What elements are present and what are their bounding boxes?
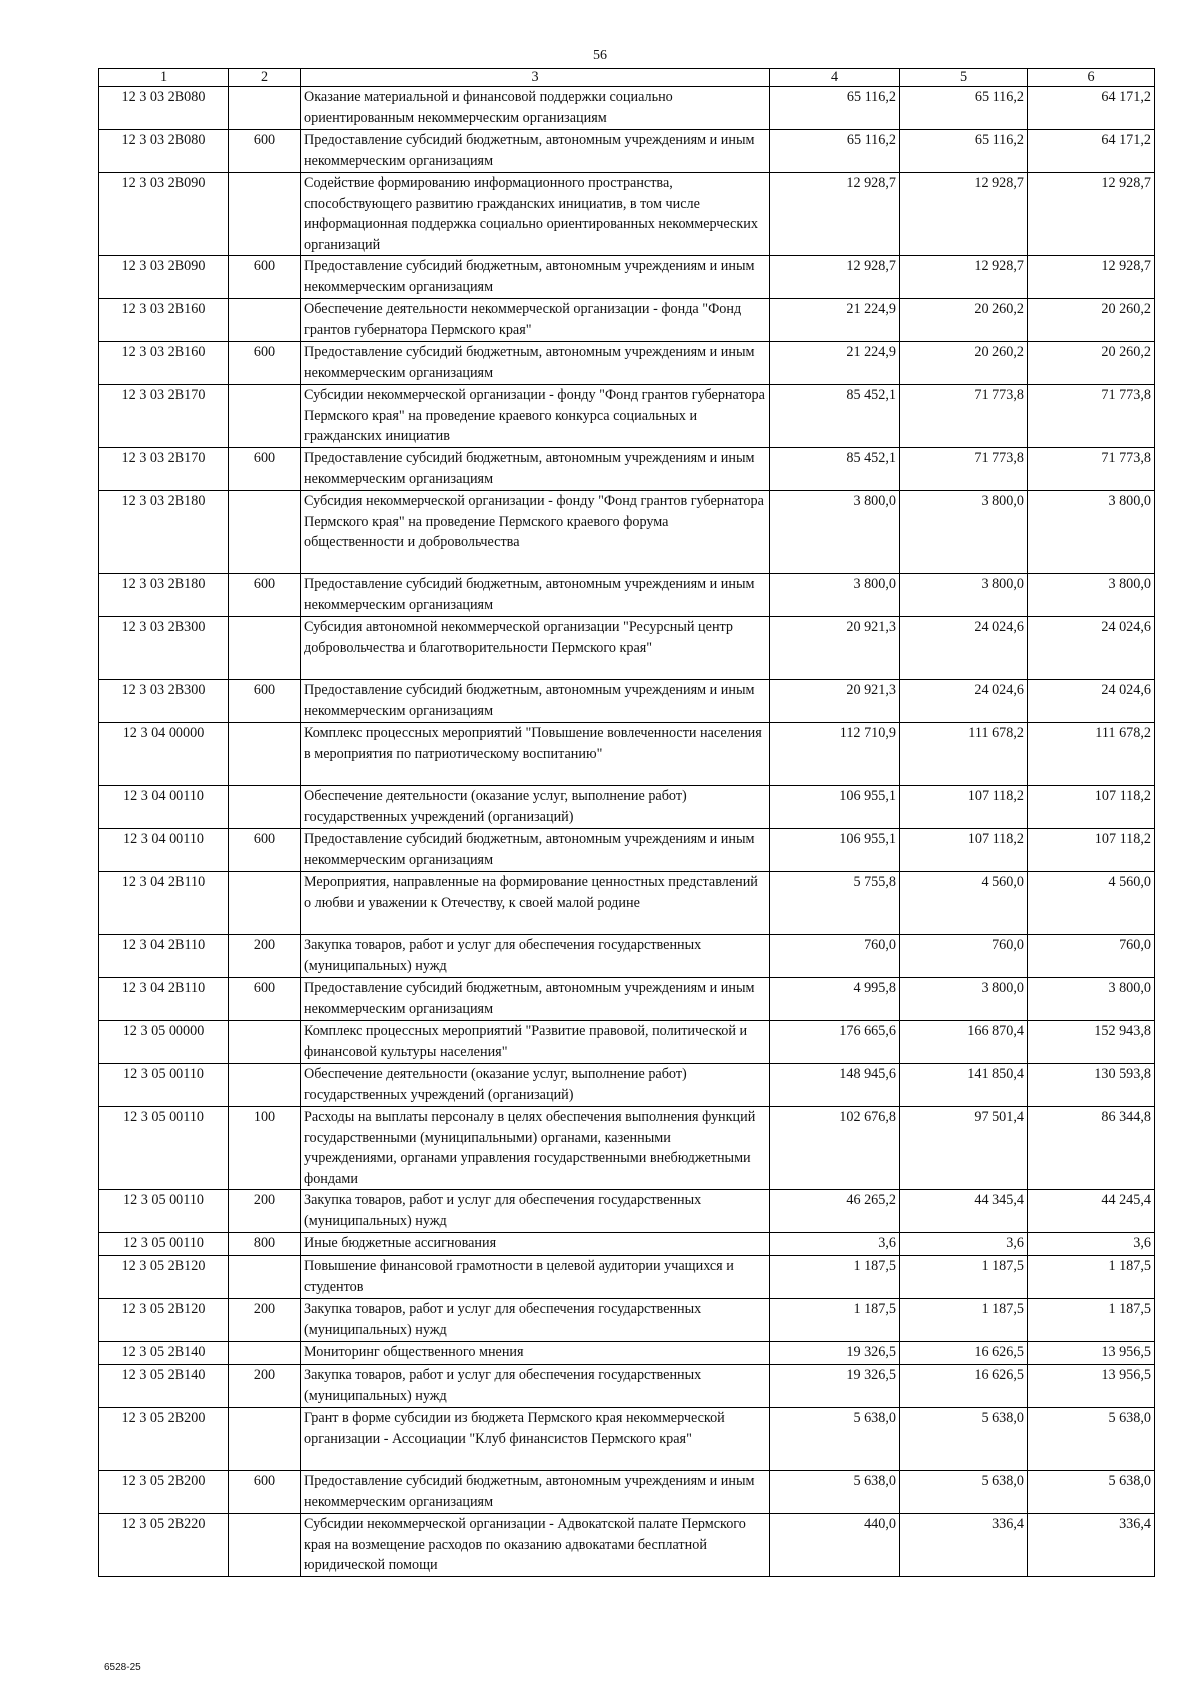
row-description: Предоставление субсидий бюджетным, автономным учреждениям и иным некоммерческим организациям	[301, 448, 770, 491]
row-value-col5: 1 187,5	[900, 1299, 1028, 1342]
row-expense-type	[229, 299, 301, 342]
row-value-col5: 5 638,0	[900, 1408, 1028, 1471]
row-value-col6: 152 943,8	[1028, 1021, 1155, 1064]
row-value-col5: 107 118,2	[900, 829, 1028, 872]
row-code: 12 3 05 2B120	[99, 1299, 229, 1342]
row-description: Предоставление субсидий бюджетным, автономным учреждениям и иным некоммерческим организациям	[301, 1471, 770, 1514]
row-value-col6: 64 171,2	[1028, 130, 1155, 173]
row-code: 12 3 05 00110	[99, 1190, 229, 1233]
row-value-col4: 106 955,1	[770, 786, 900, 829]
row-expense-type	[229, 1064, 301, 1107]
row-expense-type	[229, 1342, 301, 1365]
row-value-col5: 44 345,4	[900, 1190, 1028, 1233]
row-value-col5: 3,6	[900, 1233, 1028, 1256]
row-value-col4: 102 676,8	[770, 1107, 900, 1190]
row-description: Комплекс процессных мероприятий "Развитие правовой, политической и финансовой культуры населения"	[301, 1021, 770, 1064]
row-description: Обеспечение деятельности (оказание услуг, выполнение работ) государственных учреждений (организаций)	[301, 786, 770, 829]
row-expense-type	[229, 1408, 301, 1471]
row-value-col6: 20 260,2	[1028, 342, 1155, 385]
table-body	[99, 87, 1155, 1577]
row-value-col4: 176 665,6	[770, 1021, 900, 1064]
row-value-col6: 3 800,0	[1028, 978, 1155, 1021]
row-value-col6: 12 928,7	[1028, 173, 1155, 256]
row-value-col5: 336,4	[900, 1514, 1028, 1577]
row-expense-type	[229, 786, 301, 829]
column-header-6: 6	[1028, 69, 1155, 87]
row-value-col5: 12 928,7	[900, 256, 1028, 299]
row-value-col4: 19 326,5	[770, 1365, 900, 1408]
row-value-col6: 24 024,6	[1028, 617, 1155, 680]
row-expense-type: 600	[229, 130, 301, 173]
row-code: 12 3 03 2B090	[99, 256, 229, 299]
row-value-col5: 141 850,4	[900, 1064, 1028, 1107]
row-value-col6: 3,6	[1028, 1233, 1155, 1256]
row-value-col4: 3,6	[770, 1233, 900, 1256]
row-description: Грант в форме субсидии из бюджета Пермского края некоммерческой организации - Ассоциации "Клуб финансистов Пермского края"	[301, 1408, 770, 1471]
row-value-col4: 46 265,2	[770, 1190, 900, 1233]
row-expense-type	[229, 491, 301, 574]
row-expense-type: 200	[229, 1299, 301, 1342]
row-code: 12 3 05 2B140	[99, 1342, 229, 1365]
table-row	[99, 1107, 1155, 1190]
row-code: 12 3 05 00110	[99, 1064, 229, 1107]
row-value-col4: 85 452,1	[770, 448, 900, 491]
row-value-col5: 20 260,2	[900, 299, 1028, 342]
row-value-col5: 107 118,2	[900, 786, 1028, 829]
row-code: 12 3 04 2B110	[99, 935, 229, 978]
row-description: Иные бюджетные ассигнования	[301, 1233, 770, 1256]
column-header-4: 4	[770, 69, 900, 87]
row-description: Мониторинг общественного мнения	[301, 1342, 770, 1365]
row-value-col4: 20 921,3	[770, 617, 900, 680]
row-value-col6: 13 956,5	[1028, 1342, 1155, 1365]
row-value-col6: 86 344,8	[1028, 1107, 1155, 1190]
row-code: 12 3 03 2B300	[99, 680, 229, 723]
row-value-col6: 130 593,8	[1028, 1064, 1155, 1107]
row-code: 12 3 04 2B110	[99, 978, 229, 1021]
row-code: 12 3 04 00000	[99, 723, 229, 786]
row-description: Предоставление субсидий бюджетным, автономным учреждениям и иным некоммерческим организациям	[301, 256, 770, 299]
row-expense-type: 600	[229, 256, 301, 299]
row-code: 12 3 05 00110	[99, 1233, 229, 1256]
row-code: 12 3 03 2B160	[99, 342, 229, 385]
row-value-col4: 5 638,0	[770, 1471, 900, 1514]
row-expense-type: 800	[229, 1233, 301, 1256]
row-description: Закупка товаров, работ и услуг для обеспечения государственных (муниципальных) нужд	[301, 1365, 770, 1408]
row-code: 12 3 03 2B080	[99, 130, 229, 173]
row-value-col4: 20 921,3	[770, 680, 900, 723]
row-value-col4: 85 452,1	[770, 385, 900, 448]
table-row	[99, 1514, 1155, 1577]
row-value-col6: 111 678,2	[1028, 723, 1155, 786]
row-value-col6: 20 260,2	[1028, 299, 1155, 342]
row-value-col6: 71 773,8	[1028, 448, 1155, 491]
row-value-col4: 19 326,5	[770, 1342, 900, 1365]
row-code: 12 3 03 2B170	[99, 385, 229, 448]
row-expense-type	[229, 617, 301, 680]
row-description: Обеспечение деятельности некоммерческой организации - фонда "Фонд грантов губернатора Пермского края"	[301, 299, 770, 342]
table-row	[99, 1256, 1155, 1299]
row-code: 12 3 05 00110	[99, 1107, 229, 1190]
row-value-col4: 3 800,0	[770, 491, 900, 574]
row-description: Мероприятия, направленные на формирование ценностных представлений о любви и уважении к Отечеству, к своей малой родине	[301, 872, 770, 935]
row-expense-type: 600	[229, 829, 301, 872]
row-value-col4: 760,0	[770, 935, 900, 978]
row-value-col4: 106 955,1	[770, 829, 900, 872]
row-value-col6: 24 024,6	[1028, 680, 1155, 723]
row-value-col5: 12 928,7	[900, 173, 1028, 256]
row-description: Предоставление субсидий бюджетным, автономным учреждениям и иным некоммерческим организациям	[301, 342, 770, 385]
row-expense-type	[229, 723, 301, 786]
table-row	[99, 1471, 1155, 1514]
footer-document-code: 6528-25	[104, 1662, 141, 1673]
column-header-2: 2	[229, 69, 301, 87]
table-row	[99, 1233, 1155, 1256]
row-value-col4: 1 187,5	[770, 1256, 900, 1299]
row-description: Предоставление субсидий бюджетным, автономным учреждениям и иным некоммерческим организациям	[301, 130, 770, 173]
table-row	[99, 978, 1155, 1021]
row-description: Предоставление субсидий бюджетным, автономным учреждениям и иным некоммерческим организациям	[301, 978, 770, 1021]
row-expense-type	[229, 1256, 301, 1299]
row-expense-type: 600	[229, 1471, 301, 1514]
row-value-col5: 65 116,2	[900, 87, 1028, 130]
row-code: 12 3 03 2B170	[99, 448, 229, 491]
table-row	[99, 448, 1155, 491]
row-value-col5: 24 024,6	[900, 680, 1028, 723]
row-value-col5: 71 773,8	[900, 385, 1028, 448]
row-description: Субсидии некоммерческой организации - Адвокатской палате Пермского края на возмещение расходов по оказанию адвокатами бесплатной юридической помощи	[301, 1514, 770, 1577]
row-value-col4: 12 928,7	[770, 173, 900, 256]
table-row	[99, 1342, 1155, 1365]
row-value-col4: 21 224,9	[770, 299, 900, 342]
row-value-col6: 107 118,2	[1028, 829, 1155, 872]
table-row	[99, 574, 1155, 617]
row-value-col5: 760,0	[900, 935, 1028, 978]
table-row	[99, 723, 1155, 786]
row-value-col5: 16 626,5	[900, 1365, 1028, 1408]
row-value-col6: 13 956,5	[1028, 1365, 1155, 1408]
row-code: 12 3 03 2B180	[99, 491, 229, 574]
table-row	[99, 1365, 1155, 1408]
row-expense-type	[229, 385, 301, 448]
row-description: Закупка товаров, работ и услуг для обеспечения государственных (муниципальных) нужд	[301, 1190, 770, 1233]
row-value-col6: 64 171,2	[1028, 87, 1155, 130]
row-expense-type	[229, 87, 301, 130]
row-value-col5: 71 773,8	[900, 448, 1028, 491]
row-description: Повышение финансовой грамотности в целевой аудитории учащихся и студентов	[301, 1256, 770, 1299]
row-value-col5: 4 560,0	[900, 872, 1028, 935]
row-value-col5: 3 800,0	[900, 574, 1028, 617]
row-description: Комплекс процессных мероприятий "Повышение вовлеченности населения в мероприятия по патриотическому воспитанию"	[301, 723, 770, 786]
row-value-col6: 44 245,4	[1028, 1190, 1155, 1233]
row-description: Субсидии некоммерческой организации - фонду "Фонд грантов губернатора Пермского края" на проведение краевого конкурса социальных и гражданских инициатив	[301, 385, 770, 448]
row-value-col4: 65 116,2	[770, 87, 900, 130]
row-value-col6: 71 773,8	[1028, 385, 1155, 448]
row-expense-type	[229, 1514, 301, 1577]
row-code: 12 3 05 2B140	[99, 1365, 229, 1408]
row-value-col6: 4 560,0	[1028, 872, 1155, 935]
row-expense-type: 100	[229, 1107, 301, 1190]
row-value-col4: 12 928,7	[770, 256, 900, 299]
row-description: Закупка товаров, работ и услуг для обеспечения государственных (муниципальных) нужд	[301, 935, 770, 978]
table-row	[99, 829, 1155, 872]
table-row	[99, 130, 1155, 173]
row-code: 12 3 05 00000	[99, 1021, 229, 1064]
row-value-col5: 111 678,2	[900, 723, 1028, 786]
row-value-col4: 1 187,5	[770, 1299, 900, 1342]
table-row	[99, 173, 1155, 256]
row-value-col6: 107 118,2	[1028, 786, 1155, 829]
column-header-3: 3	[301, 69, 770, 87]
row-value-col6: 336,4	[1028, 1514, 1155, 1577]
row-expense-type: 600	[229, 574, 301, 617]
row-description: Содействие формированию информационного пространства, способствующего развитию гражданских инициатив, в том числе информационная поддержка социально ориентированных некоммерческих организаций	[301, 173, 770, 256]
table-row	[99, 935, 1155, 978]
row-value-col6: 1 187,5	[1028, 1256, 1155, 1299]
row-expense-type: 200	[229, 1190, 301, 1233]
row-value-col5: 24 024,6	[900, 617, 1028, 680]
table-row	[99, 342, 1155, 385]
row-description: Субсидия автономной некоммерческой организации "Ресурсный центр добровольчества и благотворительности Пермского края"	[301, 617, 770, 680]
row-value-col5: 20 260,2	[900, 342, 1028, 385]
table-row	[99, 1064, 1155, 1107]
row-value-col4: 148 945,6	[770, 1064, 900, 1107]
row-code: 12 3 03 2B180	[99, 574, 229, 617]
row-code: 12 3 05 2B120	[99, 1256, 229, 1299]
row-description: Обеспечение деятельности (оказание услуг, выполнение работ) государственных учреждений (организаций)	[301, 1064, 770, 1107]
row-expense-type: 600	[229, 342, 301, 385]
table-row	[99, 1408, 1155, 1471]
row-value-col6: 3 800,0	[1028, 574, 1155, 617]
row-code: 12 3 03 2B080	[99, 87, 229, 130]
row-value-col6: 760,0	[1028, 935, 1155, 978]
row-expense-type: 200	[229, 935, 301, 978]
page-number: 56	[593, 48, 607, 63]
row-expense-type: 600	[229, 978, 301, 1021]
row-description: Закупка товаров, работ и услуг для обеспечения государственных (муниципальных) нужд	[301, 1299, 770, 1342]
table-row	[99, 1190, 1155, 1233]
table-row	[99, 617, 1155, 680]
row-code: 12 3 03 2B090	[99, 173, 229, 256]
row-code: 12 3 04 00110	[99, 829, 229, 872]
row-value-col4: 112 710,9	[770, 723, 900, 786]
table-row	[99, 680, 1155, 723]
row-value-col5: 5 638,0	[900, 1471, 1028, 1514]
table-row	[99, 299, 1155, 342]
row-value-col4: 65 116,2	[770, 130, 900, 173]
row-code: 12 3 03 2B160	[99, 299, 229, 342]
row-value-col5: 16 626,5	[900, 1342, 1028, 1365]
row-description: Предоставление субсидий бюджетным, автономным учреждениям и иным некоммерческим организациям	[301, 829, 770, 872]
row-value-col6: 1 187,5	[1028, 1299, 1155, 1342]
row-expense-type: 200	[229, 1365, 301, 1408]
row-expense-type: 600	[229, 680, 301, 723]
row-code: 12 3 05 2B200	[99, 1471, 229, 1514]
row-value-col4: 3 800,0	[770, 574, 900, 617]
row-code: 12 3 05 2B220	[99, 1514, 229, 1577]
table-row	[99, 786, 1155, 829]
row-code: 12 3 05 2B200	[99, 1408, 229, 1471]
row-description: Оказание материальной и финансовой поддержки социально ориентированным некоммерческим организациям	[301, 87, 770, 130]
table-row	[99, 256, 1155, 299]
row-code: 12 3 04 00110	[99, 786, 229, 829]
row-description: Предоставление субсидий бюджетным, автономным учреждениям и иным некоммерческим организациям	[301, 574, 770, 617]
row-description: Субсидия некоммерческой организации - фонду "Фонд грантов губернатора Пермского края" на проведение Пермского краевого форума общественности и добровольчества	[301, 491, 770, 574]
row-value-col5: 65 116,2	[900, 130, 1028, 173]
row-value-col4: 4 995,8	[770, 978, 900, 1021]
row-expense-type: 600	[229, 448, 301, 491]
row-value-col5: 3 800,0	[900, 978, 1028, 1021]
row-value-col5: 3 800,0	[900, 491, 1028, 574]
row-value-col6: 12 928,7	[1028, 256, 1155, 299]
table-row	[99, 1021, 1155, 1064]
row-value-col4: 5 755,8	[770, 872, 900, 935]
table-row	[99, 491, 1155, 574]
row-expense-type	[229, 872, 301, 935]
table-header-row	[99, 69, 1155, 87]
column-header-5: 5	[900, 69, 1028, 87]
row-value-col5: 97 501,4	[900, 1107, 1028, 1190]
row-value-col4: 21 224,9	[770, 342, 900, 385]
row-code: 12 3 04 2B110	[99, 872, 229, 935]
row-expense-type	[229, 1021, 301, 1064]
row-value-col4: 5 638,0	[770, 1408, 900, 1471]
row-value-col6: 5 638,0	[1028, 1408, 1155, 1471]
budget-table	[98, 68, 1155, 1577]
row-description: Расходы на выплаты персоналу в целях обеспечения выполнения функций государственными (муниципальными) органами, казенными учреждениями, органами управления государственными внебюджетными фондами	[301, 1107, 770, 1190]
row-description: Предоставление субсидий бюджетным, автономным учреждениям и иным некоммерческим организациям	[301, 680, 770, 723]
table-row	[99, 385, 1155, 448]
row-value-col5: 166 870,4	[900, 1021, 1028, 1064]
row-value-col6: 3 800,0	[1028, 491, 1155, 574]
table-row	[99, 87, 1155, 130]
row-value-col6: 5 638,0	[1028, 1471, 1155, 1514]
row-code: 12 3 03 2B300	[99, 617, 229, 680]
row-expense-type	[229, 173, 301, 256]
column-header-1: 1	[99, 69, 229, 87]
row-value-col4: 440,0	[770, 1514, 900, 1577]
table-row	[99, 1299, 1155, 1342]
row-value-col5: 1 187,5	[900, 1256, 1028, 1299]
table-row	[99, 872, 1155, 935]
